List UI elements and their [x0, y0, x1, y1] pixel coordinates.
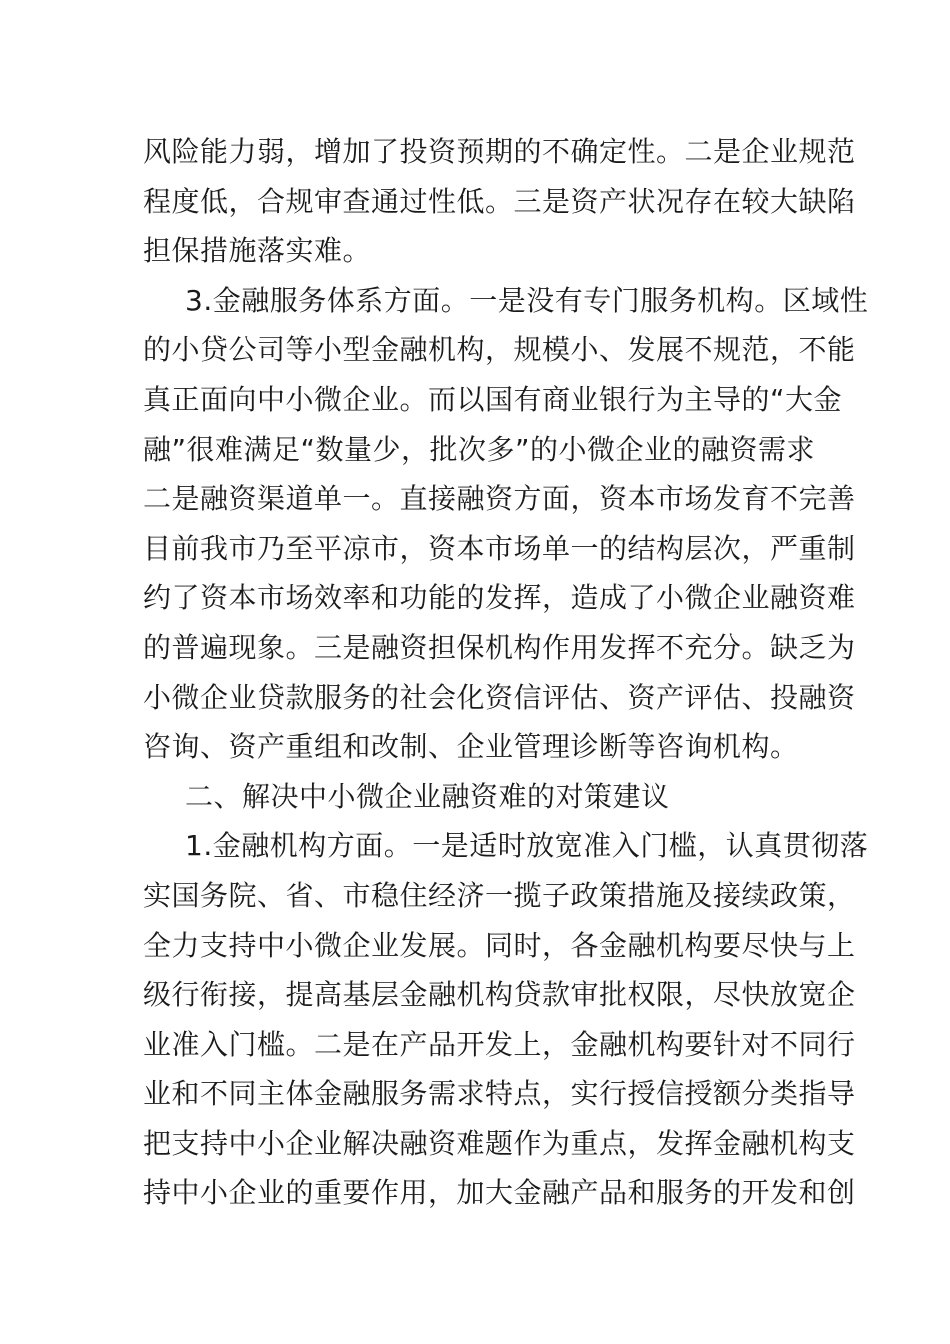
- text-line: 级行衔接，提高基层金融机构贷款审批权限，尽快放宽企: [143, 978, 856, 1012]
- text-line: 担保措施落实难。: [143, 234, 372, 268]
- text-line: 融”很难满足“数量少，批次多”的小微企业的融资需求: [143, 432, 816, 466]
- body-text: [143, 127, 869, 1218]
- text-line: 把支持中小企业解决融资难题作为重点，发挥金融机构支: [143, 1126, 856, 1160]
- text-line: 小微企业贷款服务的社会化资信评估、资产评估、投融资: [143, 680, 856, 714]
- text-line: 持中小企业的重要作用，加大金融产品和服务的开发和创: [143, 1176, 856, 1210]
- text-line: 1.金融机构方面。一是适时放宽准入门槛，认真贯彻落: [185, 829, 869, 863]
- text-line: 的普遍现象。三是融资担保机构作用发挥不充分。缺乏为: [143, 630, 856, 664]
- text-line: 咨询、资产重组和改制、企业管理诊断等咨询机构。: [143, 730, 799, 764]
- text-line: 全力支持中小微企业发展。同时，各金融机构要尽快与上: [143, 928, 856, 962]
- text-line: 二、解决中小微企业融资难的对策建议: [185, 779, 670, 813]
- text-line: 二是融资渠道单一。直接融资方面，资本市场发育不完善: [143, 482, 856, 516]
- text-line: 风险能力弱，增加了投资预期的不确定性。二是企业规范: [143, 135, 856, 168]
- text-line: 真正面向中小微企业。而以国有商业银行为主导的“大金: [143, 382, 843, 416]
- text-line: 约了资本市场效率和功能的发挥，造成了小微企业融资难: [143, 581, 856, 615]
- text-line: 的小贷公司等小型金融机构，规模小、发展不规范，不能: [143, 333, 856, 367]
- text-line: 业和不同主体金融服务需求特点，实行授信授额分类指导: [143, 1077, 856, 1111]
- text-line: 3.金融服务体系方面。一是没有专门服务机构。区域性: [185, 283, 869, 317]
- text-line: 业准入门槛。二是在产品开发上，金融机构要针对不同行: [143, 1027, 856, 1061]
- text-line: 程度低，合规审查通过性低。三是资产状况存在较大缺陷: [143, 184, 856, 218]
- text-line: 实国务院、省、市稳住经济一揽子政策措施及接续政策，: [143, 878, 856, 912]
- text-line: 目前我市乃至平凉市，资本市场单一的结构层次，严重制: [143, 531, 856, 565]
